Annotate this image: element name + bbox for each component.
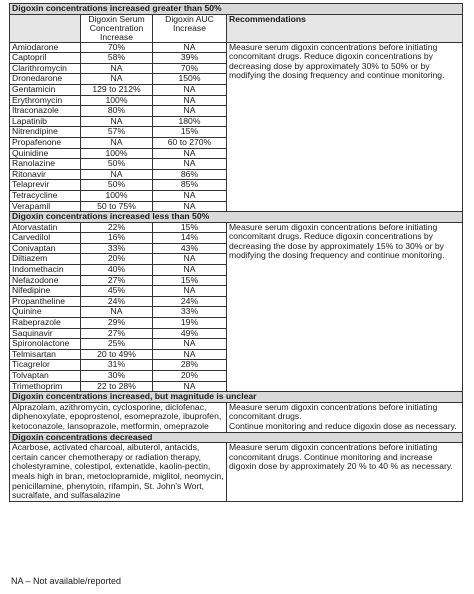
auc-increase-cell: 15% [153, 127, 227, 138]
auc-increase-cell: NA [153, 286, 227, 297]
serum-increase-cell: 80% [81, 106, 153, 117]
drug-name-cell: Spironolactone [10, 339, 81, 350]
serum-increase-cell: 24% [81, 296, 153, 307]
serum-increase-cell: 129 to 212% [81, 84, 153, 95]
drug-name-cell: Propafenone [10, 137, 81, 148]
drug-name-cell: Verapamil [10, 201, 81, 212]
drug-name-cell: Captopril [10, 53, 81, 64]
drug-name-cell: Tolvaptan [10, 371, 81, 382]
serum-column-header: Digoxin Serum Concentration Increase [81, 14, 153, 42]
auc-increase-cell: NA [153, 95, 227, 106]
serum-increase-cell: 50% [81, 159, 153, 170]
table-title-row [10, 4, 463, 15]
auc-increase-cell: NA [153, 201, 227, 212]
auc-increase-cell: NA [153, 106, 227, 117]
recommendation-cell: Measure serum digoxin concentrations before initiating concomitant drugs. Continue monitoring and increase digoxin dose by approximately 20 % to 40 % as necessary. [227, 443, 463, 502]
auc-increase-cell: 15% [153, 275, 227, 286]
serum-increase-cell: 27% [81, 275, 153, 286]
drug-name-cell: Tetracycline [10, 190, 81, 201]
auc-increase-cell: 49% [153, 328, 227, 339]
serum-increase-cell: 22% [81, 222, 153, 233]
drug-name-cell: Atorvastatin [10, 222, 81, 233]
drug-name-cell: Telaprevir [10, 180, 81, 191]
auc-increase-cell: 85% [153, 180, 227, 191]
auc-increase-cell: 86% [153, 169, 227, 180]
drug-name-cell: Ritonavir [10, 169, 81, 180]
auc-increase-cell: 28% [153, 360, 227, 371]
table-row [10, 222, 463, 233]
auc-increase-cell: 180% [153, 116, 227, 127]
drug-name-cell: Clarithromycin [10, 63, 81, 74]
drug-name-cell: Propantheline [10, 296, 81, 307]
serum-increase-cell: NA [81, 116, 153, 127]
serum-increase-cell: 100% [81, 95, 153, 106]
section-title: Digoxin concentrations decreased [10, 432, 463, 443]
serum-increase-cell: 30% [81, 371, 153, 382]
serum-increase-cell: NA [81, 169, 153, 180]
drug-name-cell: Itraconazole [10, 106, 81, 117]
drug-name-cell: Conivaptan [10, 243, 81, 254]
serum-increase-cell: 33% [81, 243, 153, 254]
serum-increase-cell: 70% [81, 42, 153, 53]
serum-increase-cell: 58% [81, 53, 153, 64]
column-header-row [10, 14, 463, 42]
auc-increase-cell: NA [153, 42, 227, 53]
auc-increase-cell: 19% [153, 318, 227, 329]
drug-name-cell: Diltiazem [10, 254, 81, 265]
auc-increase-cell: 20% [153, 371, 227, 382]
drug-name-cell: Indomethacin [10, 265, 81, 276]
serum-increase-cell: 57% [81, 127, 153, 138]
drug-name-cell: Ticagrelor [10, 360, 81, 371]
serum-increase-cell: 31% [81, 360, 153, 371]
section-title-row [10, 392, 463, 403]
table-row [10, 402, 463, 432]
table-row [10, 42, 463, 53]
drug-column-header [10, 14, 81, 42]
recommendation-cell [227, 402, 463, 432]
digoxin-interactions-table [9, 3, 463, 502]
auc-increase-cell: 39% [153, 53, 227, 64]
drug-name-cell: Nefazodone [10, 275, 81, 286]
drug-name-cell: Quinine [10, 307, 81, 318]
auc-increase-cell: NA [153, 381, 227, 392]
serum-increase-cell: 100% [81, 148, 153, 159]
serum-increase-cell: 27% [81, 328, 153, 339]
drug-name-cell: Gentamicin [10, 84, 81, 95]
serum-increase-cell: 20 to 49% [81, 349, 153, 360]
auc-increase-cell: 43% [153, 243, 227, 254]
serum-increase-cell: NA [81, 74, 153, 85]
drug-name-cell: Lapatinib [10, 116, 81, 127]
drug-list-cell: Alprazolam, azithromycin, cyclosporine, diclofenac, diphenoxylate, epoprostenol, esomeprazole, ibuprofen, ketoconazole, lansoprazole, metformin, omeprazole [10, 402, 227, 432]
auc-increase-cell: NA [153, 339, 227, 350]
footnote: NA – Not available/reported [11, 576, 122, 586]
serum-increase-cell: NA [81, 137, 153, 148]
serum-increase-cell: 45% [81, 286, 153, 297]
section-title-row [10, 432, 463, 443]
auc-increase-cell: NA [153, 190, 227, 201]
auc-increase-cell: 14% [153, 233, 227, 244]
recommendation-cell: Measure serum digoxin concentrations before initiating concomitant drugs. Reduce digoxin concentrations by decreasing the dose by approximately 15% to 30% or by modifying the dosing frequency and continue monitoring. [227, 222, 463, 392]
serum-increase-cell: 25% [81, 339, 153, 350]
serum-increase-cell: 22 to 28% [81, 381, 153, 392]
drug-name-cell: Telmisartan [10, 349, 81, 360]
drug-name-cell: Carvedilol [10, 233, 81, 244]
serum-increase-cell: 16% [81, 233, 153, 244]
drug-name-cell: Trimethoprim [10, 381, 81, 392]
serum-increase-cell: 40% [81, 265, 153, 276]
auc-increase-cell: NA [153, 159, 227, 170]
serum-increase-cell: 50 to 75% [81, 201, 153, 212]
drug-name-cell: Saquinavir [10, 328, 81, 339]
auc-increase-cell: 70% [153, 63, 227, 74]
drug-name-cell: Rabeprazole [10, 318, 81, 329]
drug-name-cell: Erythromycin [10, 95, 81, 106]
auc-increase-cell: NA [153, 84, 227, 95]
auc-increase-cell: NA [153, 254, 227, 265]
auc-increase-cell: NA [153, 349, 227, 360]
recommendation-line: Continue monitoring and reduce digoxin dose as necessary. [229, 420, 457, 431]
recommendation-cell: Measure serum digoxin concentrations before initiating concomitant drugs. Reduce digoxin concentrations by decreasing dose by approximately 30% to 50% or by modifying the dosing frequency and continue monitoring. [227, 42, 463, 212]
auc-increase-cell: NA [153, 148, 227, 159]
table-row [10, 443, 463, 502]
auc-column-header: Digoxin AUC Increase [153, 14, 227, 42]
drug-name-cell: Ranolazine [10, 159, 81, 170]
drug-name-cell: Dronedarone [10, 74, 81, 85]
recommendation-line: Measure serum digoxin concentrations before initiating concomitant drugs. [229, 401, 438, 422]
serum-increase-cell: NA [81, 307, 153, 318]
auc-increase-cell: 24% [153, 296, 227, 307]
drug-name-cell: Nitrendipine [10, 127, 81, 138]
recommendations-column-header: Recommendations [227, 14, 463, 42]
section-title: Digoxin concentrations increased less than 50% [10, 212, 463, 223]
auc-increase-cell: 150% [153, 74, 227, 85]
serum-increase-cell: NA [81, 63, 153, 74]
serum-increase-cell: 50% [81, 180, 153, 191]
serum-increase-cell: 100% [81, 190, 153, 201]
serum-increase-cell: 29% [81, 318, 153, 329]
drug-name-cell: Quinidine [10, 148, 81, 159]
section-title-row [10, 212, 463, 223]
drug-list-cell: Acarbose, activated charcoal, albuterol, antacids, certain cancer chemotherapy or radiation therapy, cholestyramine, colestipol, extenatide, kaolin-pectin, meals high in bran, metoclopramide, miglitol, neomycin, penicillamine, phenytoin, rifampin, St. John's Wort, sucralfate, and sulfasalazine [10, 443, 227, 502]
auc-increase-cell: NA [153, 265, 227, 276]
serum-increase-cell: 20% [81, 254, 153, 265]
drug-name-cell: Amiodarone [10, 42, 81, 53]
auc-increase-cell: 60 to 270% [153, 137, 227, 148]
drug-name-cell: Nifedipine [10, 286, 81, 297]
section-title: Digoxin concentrations increased greater than 50% [10, 4, 463, 15]
auc-increase-cell: 15% [153, 222, 227, 233]
auc-increase-cell: 33% [153, 307, 227, 318]
section-title: Digoxin concentrations increased, but magnitude is unclear [10, 392, 463, 403]
